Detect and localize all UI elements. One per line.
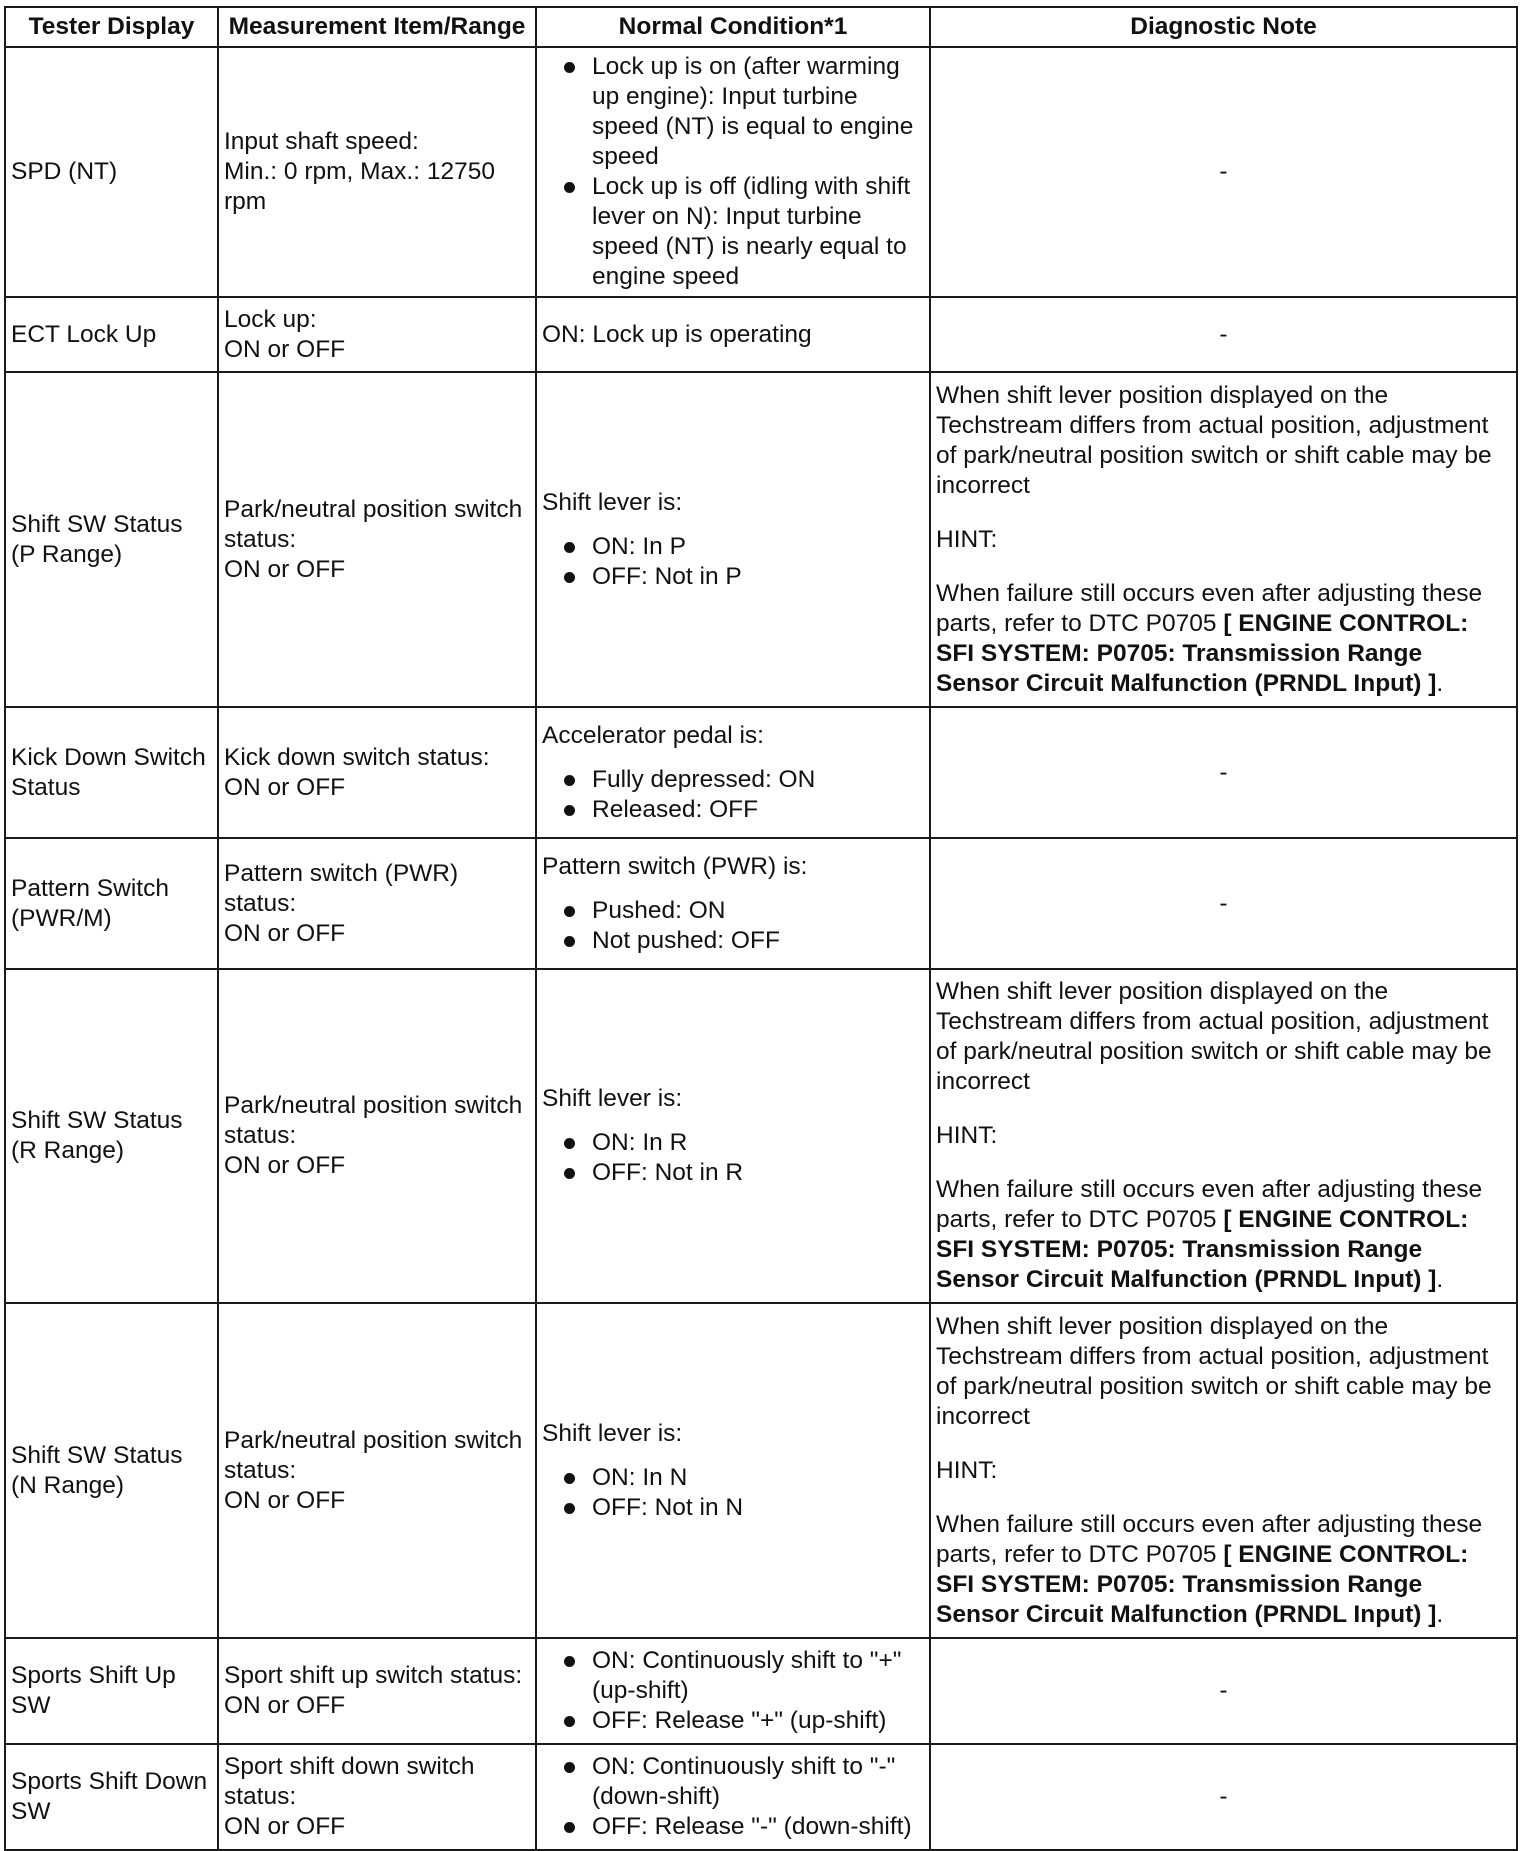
data-list-table (4, 6, 1518, 1851)
note-reference (936, 579, 1511, 699)
measurement-cell (218, 1303, 536, 1638)
normal-condition-cell: ON: Lock up is operating (536, 297, 930, 372)
tester-display-cell: ECT Lock Up (5, 297, 218, 372)
condition-item: OFF: Not in P (542, 562, 924, 592)
measurement-label: Park/neutral position switch status: (224, 495, 523, 553)
tester-display-cell: Kick Down Switch Status (5, 707, 218, 838)
normal-condition-cell (536, 1303, 930, 1638)
header-measurement-item: Measurement Item/Range (218, 7, 536, 47)
note-text: When shift lever position displayed on the Techstream differs from actual position, adjustment of park/neutral position switch or shift cable may be incorrect (936, 978, 1492, 1095)
tester-display-cell: Sports Shift Up SW (5, 1638, 218, 1744)
condition-item: OFF: Release "+" (up-shift) (542, 1706, 924, 1736)
measurement-label: Sport shift down switch status: (224, 1753, 475, 1810)
note-text: When shift lever position displayed on the Techstream differs from actual position, adjustment of park/neutral position switch or shift cable may be incorrect (936, 381, 1492, 499)
measurement-label: Lock up: (224, 305, 317, 333)
measurement-label: Sport shift up switch status: (224, 1662, 523, 1689)
condition-item: Pushed: ON (542, 896, 924, 926)
measurement-range: ON or OFF (224, 555, 346, 583)
dtc-reference-link[interactable]: [ ENGINE CONTROL: SFI SYSTEM: P0705: Transmission Range Sensor Circuit Malfunction (PRNDL Input) ] (936, 1540, 1469, 1628)
measurement-range: ON or OFF (224, 1813, 346, 1840)
note-ref-text: When failure still occurs even after adjusting these parts, refer to DTC P0705 (936, 579, 1483, 637)
condition-item: ON: In P (542, 532, 924, 562)
note-reference (936, 1510, 1511, 1630)
table-row (5, 969, 1517, 1303)
condition-item: Lock up is on (after warming up engine): Input turbine speed (NT) is equal to engine speed (542, 52, 924, 172)
table-row (5, 47, 1517, 297)
condition-item: ON: Continuously shift to "-" (down-shift) (542, 1752, 924, 1812)
measurement-label: Input shaft speed: (224, 128, 419, 155)
condition-item: ON: In N (542, 1463, 924, 1493)
measurement-label: Pattern switch (PWR) status: (224, 859, 459, 917)
normal-condition-cell (536, 372, 930, 707)
measurement-cell (218, 297, 536, 372)
diagnostic-note-cell: - (930, 297, 1517, 372)
measurement-cell (218, 1638, 536, 1744)
measurement-cell (218, 707, 536, 838)
dtc-reference-link[interactable]: [ ENGINE CONTROL: SFI SYSTEM: P0705: Transmission Range Sensor Circuit Malfunction (PRNDL Input) ] (936, 1206, 1469, 1293)
header-tester-display: Tester Display (5, 7, 218, 47)
table-row (5, 1638, 1517, 1744)
dtc-reference-link[interactable]: [ ENGINE CONTROL: SFI SYSTEM: P0705: Transmission Range Sensor Circuit Malfunction (PRNDL Input) ] (936, 609, 1469, 697)
header-diagnostic-note: Diagnostic Note (930, 7, 1517, 47)
condition-list (542, 1463, 924, 1523)
note-reference (936, 1175, 1511, 1295)
note-ref-text: When failure still occurs even after adjusting these parts, refer to DTC P0705 (936, 1176, 1483, 1233)
measurement-cell (218, 1744, 536, 1850)
measurement-cell (218, 838, 536, 969)
measurement-range: ON or OFF (224, 1692, 346, 1719)
tester-display-cell: Shift SW Status (N Range) (5, 1303, 218, 1638)
condition-item: Not pushed: OFF (542, 926, 924, 956)
condition-item: Released: OFF (542, 795, 924, 825)
diagnostic-note-cell: - (930, 707, 1517, 838)
diagnostic-note-cell (930, 372, 1517, 707)
tester-display-cell: Shift SW Status (P Range) (5, 372, 218, 707)
note-ref-text: When failure still occurs even after adjusting these parts, refer to DTC P0705 (936, 1510, 1483, 1568)
note-ref-end: . (1436, 1266, 1444, 1293)
condition-list (542, 896, 924, 956)
condition-intro: Accelerator pedal is: (542, 721, 764, 749)
measurement-cell (218, 372, 536, 707)
tester-display-cell: SPD (NT) (5, 47, 218, 297)
condition-item: Lock up is off (idling with shift lever on N): Input turbine speed (NT) is nearly equal to engine speed (542, 172, 924, 292)
normal-condition-cell (536, 969, 930, 1303)
condition-item: ON: Continuously shift to "+" (up-shift) (542, 1646, 924, 1706)
diagnostic-note-cell: - (930, 47, 1517, 297)
condition-list (542, 1128, 924, 1188)
measurement-label: Kick down switch status: (224, 743, 490, 771)
header-normal-condition: Normal Condition*1 (536, 7, 930, 47)
normal-condition-cell (536, 1638, 930, 1744)
measurement-cell (218, 969, 536, 1303)
note-ref-end: . (1436, 669, 1444, 697)
table-row (5, 1744, 1517, 1850)
table-row (5, 297, 1517, 372)
diagnostic-note-cell: - (930, 1744, 1517, 1850)
condition-intro: Shift lever is: (542, 1085, 683, 1112)
table-row (5, 372, 1517, 707)
table-row (5, 1303, 1517, 1638)
measurement-range: ON or OFF (224, 1152, 346, 1179)
measurement-range: ON or OFF (224, 773, 346, 801)
note-hint: HINT: (936, 1122, 998, 1149)
tester-display-cell: Pattern Switch (PWR/M) (5, 838, 218, 969)
condition-list (542, 1752, 924, 1842)
measurement-cell (218, 47, 536, 297)
condition-list (542, 532, 924, 592)
condition-list (542, 765, 924, 825)
tester-display-cell: Shift SW Status (R Range) (5, 969, 218, 1303)
diagnostic-note-cell: - (930, 838, 1517, 969)
measurement-range: ON or OFF (224, 919, 346, 947)
condition-item: OFF: Not in N (542, 1493, 924, 1523)
note-ref-end: . (1436, 1600, 1444, 1628)
condition-intro: Shift lever is: (542, 1419, 683, 1447)
condition-intro: Shift lever is: (542, 488, 683, 516)
diagnostic-note-cell (930, 1303, 1517, 1638)
condition-list (542, 1646, 924, 1736)
condition-item: ON: In R (542, 1128, 924, 1158)
measurement-range: ON or OFF (224, 335, 346, 363)
measurement-range: Min.: 0 rpm, Max.: 12750 rpm (224, 158, 495, 215)
measurement-label: Park/neutral position switch status: (224, 1426, 523, 1484)
normal-condition-cell (536, 47, 930, 297)
note-text: When shift lever position displayed on the Techstream differs from actual position, adjustment of park/neutral position switch or shift cable may be incorrect (936, 1312, 1492, 1430)
condition-item: OFF: Release "-" (down-shift) (542, 1812, 924, 1842)
note-hint: HINT: (936, 1456, 998, 1484)
header-row (5, 7, 1517, 47)
tester-display-cell: Sports Shift Down SW (5, 1744, 218, 1850)
condition-item: Fully depressed: ON (542, 765, 924, 795)
normal-condition-cell (536, 707, 930, 838)
table-row (5, 707, 1517, 838)
condition-list (542, 52, 924, 292)
normal-condition-cell (536, 838, 930, 969)
diagnostic-note-cell: - (930, 1638, 1517, 1744)
measurement-range: ON or OFF (224, 1486, 346, 1514)
normal-condition-cell (536, 1744, 930, 1850)
condition-item: OFF: Not in R (542, 1158, 924, 1188)
note-hint: HINT: (936, 525, 998, 553)
measurement-label: Park/neutral position switch status: (224, 1092, 523, 1149)
table-row (5, 838, 1517, 969)
diagnostic-note-cell (930, 969, 1517, 1303)
condition-intro: Pattern switch (PWR) is: (542, 852, 808, 880)
